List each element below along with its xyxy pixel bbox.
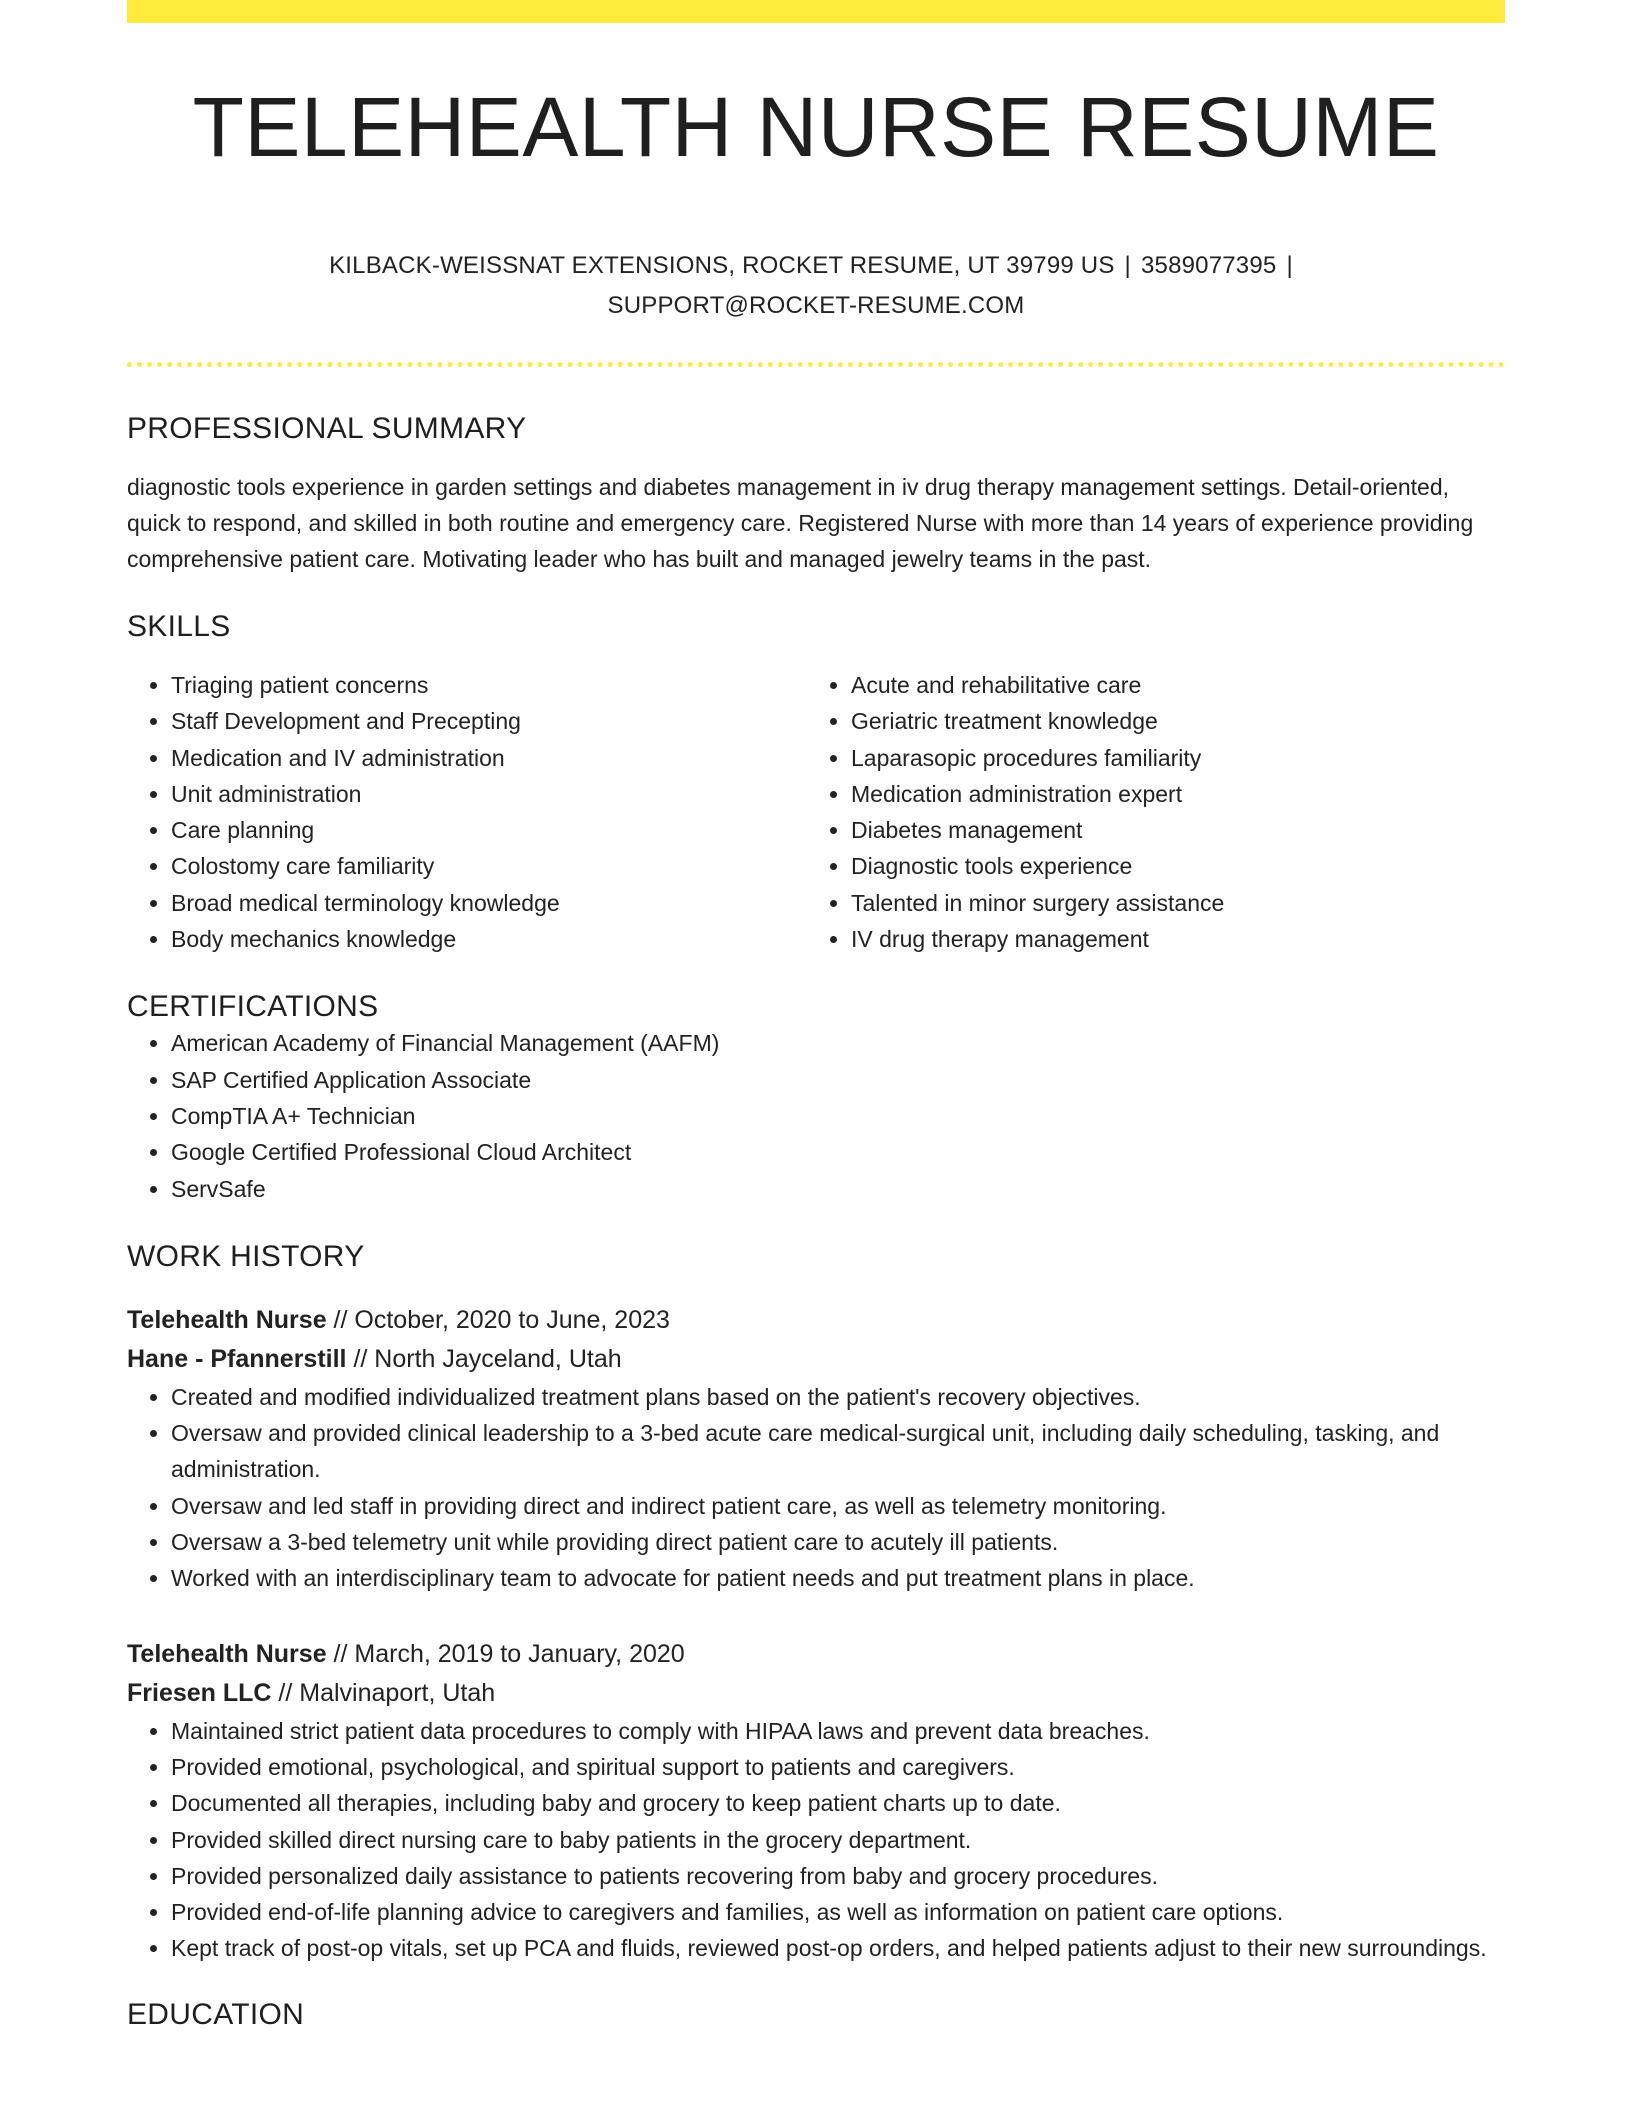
list-item: • Diagnostic tools experience <box>851 848 1487 884</box>
list-item: • Acute and rehabilitative care <box>851 667 1487 703</box>
list-item: • Provided end-of-life planning advice to caregivers and families, as well as information on patient care options. <box>171 1894 1505 1930</box>
job-title-line <box>127 1301 1505 1340</box>
resume-title: TELEHEALTH NURSE RESUME <box>192 80 1440 174</box>
job-bullets <box>127 1379 1505 1597</box>
list-item: • Provided emotional, psychological, and spiritual support to patients and caregivers. <box>171 1749 1505 1785</box>
list-item: • Oversaw and provided clinical leadership to a 3-bed acute care medical-surgical unit, including daily scheduling, tasking, and administration. <box>171 1415 1505 1488</box>
list-item: • Staff Development and Precepting <box>171 703 807 739</box>
skills-list-right <box>807 667 1487 957</box>
contact-separator: | <box>1124 252 1131 279</box>
list-item: • Created and modified individualized treatment plans based on the patient's recovery objectives. <box>171 1379 1505 1415</box>
work-history-list <box>127 1301 1505 1967</box>
job-company: Hane - Pfannerstill <box>127 1344 347 1373</box>
job-company-line <box>127 1674 1505 1713</box>
list-item: • Documented all therapies, including baby and grocery to keep patient charts up to date. <box>171 1785 1505 1821</box>
contact-phone: 3589077395 <box>1140 252 1277 279</box>
contact-email[interactable]: SUPPORT@ROCKET-RESUME.COM <box>607 292 1025 319</box>
list-item: • ServSafe <box>171 1171 1505 1207</box>
job-company: Friesen LLC <box>127 1678 272 1707</box>
header-divider <box>127 362 1505 367</box>
contact-address: KILBACK-WEISSNAT EXTENSIONS, ROCKET RESUME, UT 39799 US <box>329 252 1115 279</box>
job-dates: // March, 2019 to January, 2020 <box>326 1639 685 1668</box>
list-item: • Google Certified Professional Cloud Architect <box>171 1134 1505 1170</box>
job-location: // Malvinaport, Utah <box>271 1678 496 1707</box>
certifications-list <box>127 1025 1505 1206</box>
list-item: • Maintained strict patient data procedures to comply with HIPAA laws and prevent data breaches. <box>171 1713 1505 1749</box>
job-title: Telehealth Nurse <box>127 1639 327 1668</box>
top-accent-bar <box>127 0 1505 23</box>
skills-column-right <box>807 667 1487 957</box>
skills-heading: SKILLS <box>127 610 231 643</box>
skills-list-left <box>127 667 807 957</box>
list-item: • Colostomy care familiarity <box>171 848 807 884</box>
list-item: • Broad medical terminology knowledge <box>171 885 807 921</box>
list-item: • Laparasopic procedures familiarity <box>851 740 1487 776</box>
work-history-heading: WORK HISTORY <box>127 1239 365 1273</box>
job-entry <box>127 1301 1505 1597</box>
list-item: • Triaging patient concerns <box>171 667 807 703</box>
job-entry <box>127 1635 1505 1967</box>
job-title: Telehealth Nurse <box>127 1305 327 1334</box>
list-item: • Diabetes management <box>851 812 1487 848</box>
list-item: • Provided skilled direct nursing care to baby patients in the grocery department. <box>171 1822 1505 1858</box>
list-item: • Oversaw and led staff in providing direct and indirect patient care, as well as telemetry monitoring. <box>171 1488 1505 1524</box>
list-item: • IV drug therapy management <box>851 921 1487 957</box>
job-company-line <box>127 1340 1505 1379</box>
list-item: • Body mechanics knowledge <box>171 921 807 957</box>
skills-columns <box>127 667 1505 957</box>
list-item: • American Academy of Financial Management (AAFM) <box>171 1025 1505 1061</box>
summary-text: diagnostic tools experience in garden settings and diabetes management in iv drug therapy management settings. Detail-oriented, quick to respond, and skilled in both routine and emergency care. Registered Nurse with more than 14 years of experience providing comprehensive patient care. Motivating leader who has built and managed jewelry teams in the past. <box>127 474 1474 572</box>
contact-separator: | <box>1286 252 1293 279</box>
education-heading: EDUCATION <box>127 1997 305 2031</box>
skills-column-left <box>127 667 807 957</box>
list-item: • Medication and IV administration <box>171 740 807 776</box>
list-item: • Oversaw a 3-bed telemetry unit while providing direct patient care to acutely ill patients. <box>171 1524 1505 1560</box>
list-item: • Talented in minor surgery assistance <box>851 885 1487 921</box>
list-item: • Worked with an interdisciplinary team to advocate for patient needs and put treatment plans in place. <box>171 1560 1505 1596</box>
list-item: • Unit administration <box>171 776 807 812</box>
list-item: • Care planning <box>171 812 807 848</box>
list-item: • Provided personalized daily assistance to patients recovering from baby and grocery procedures. <box>171 1858 1505 1894</box>
list-item: • Medication administration expert <box>851 776 1487 812</box>
job-location: // North Jayceland, Utah <box>346 1344 622 1373</box>
job-dates: // October, 2020 to June, 2023 <box>326 1305 670 1334</box>
contact-info <box>127 246 1505 326</box>
summary-heading: PROFESSIONAL SUMMARY <box>127 412 527 445</box>
certifications-heading: CERTIFICATIONS <box>127 990 379 1024</box>
list-item: • Kept track of post-op vitals, set up PCA and fluids, reviewed post-op orders, and helped patients adjust to their new surroundings. <box>171 1930 1505 1966</box>
list-item: • SAP Certified Application Associate <box>171 1062 1505 1098</box>
list-item: • Geriatric treatment knowledge <box>851 703 1487 739</box>
job-title-line <box>127 1635 1505 1674</box>
job-bullets <box>127 1713 1505 1967</box>
list-item: • CompTIA A+ Technician <box>171 1098 1505 1134</box>
resume-page <box>127 0 1505 2033</box>
